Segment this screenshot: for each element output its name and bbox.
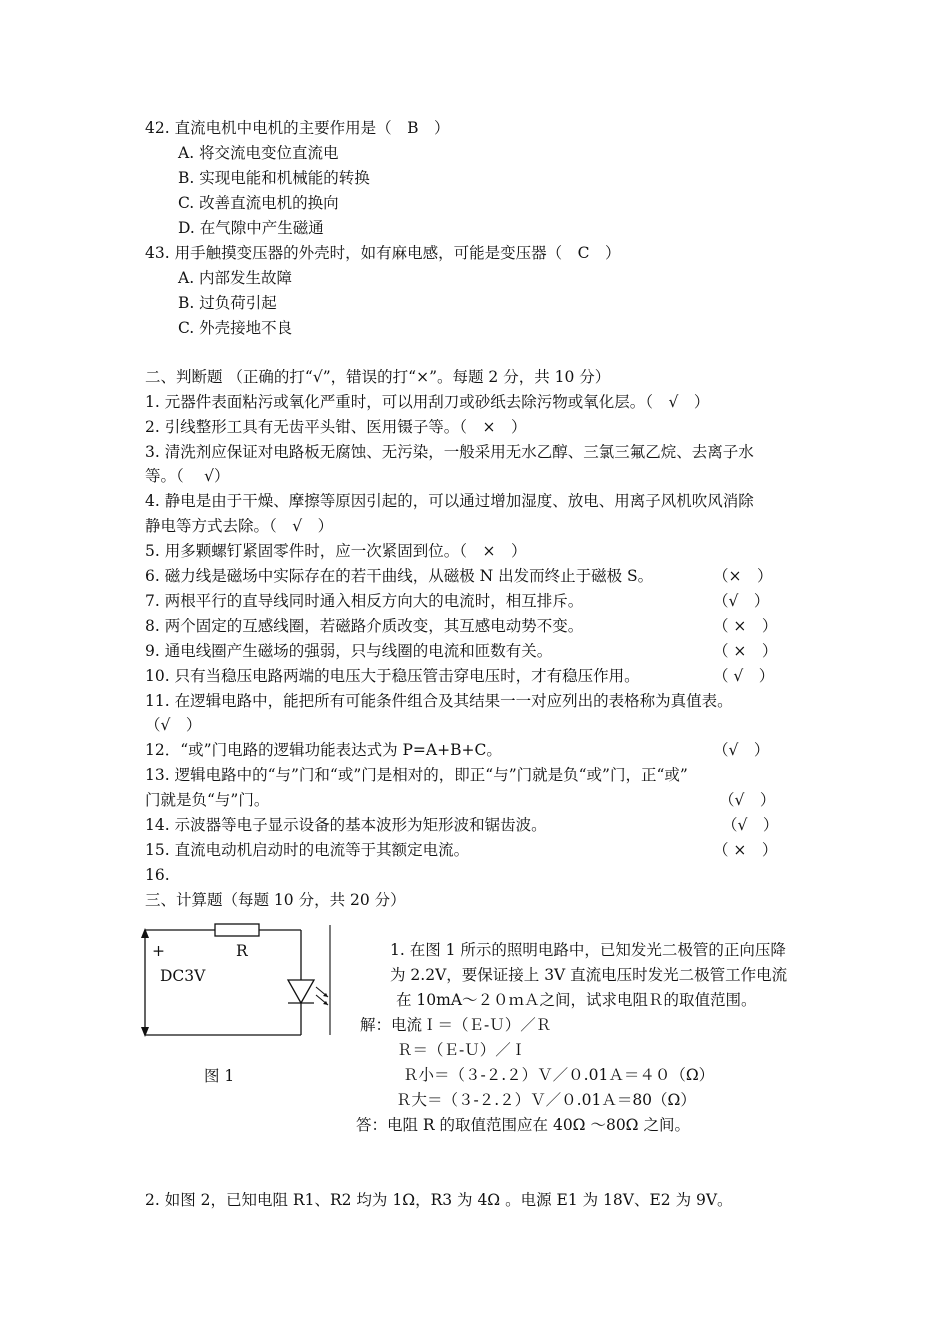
judge-item-10-mark: （ √ ） [713, 667, 775, 685]
question-42-option-a: A. 将交流电变位直流电 [178, 144, 339, 162]
judge-item-14-mark: （√ ） [722, 816, 779, 834]
judge-item-3: 3. 清洗剂应保证对电路板无腐蚀、无污染，一般采用无水乙醇、三氯三氟乙烷、去离子水 [145, 443, 754, 461]
problem1-solution-3: Ｒ小＝（３-２.２）Ｖ／０.01Ａ＝４０（Ω） [403, 1066, 715, 1084]
judge-item-4: 4. 静电是由于干燥、摩擦等原因引起的，可以通过增加湿度、放电、用离子风机吹风消除 [145, 492, 754, 510]
question-42-option-d: D. 在气隙中产生磁通 [178, 219, 324, 237]
question-42-option-c: C. 改善直流电机的换向 [178, 194, 339, 212]
problem2-text: 2. 如图 2，已知电阻 R1、R2 均为 1Ω，R3 为 4Ω 。电源 E1 为 18V、E2 为 9V。 [145, 1191, 733, 1209]
judge-item-8: 8. 两个固定的互感线圈，若磁路介质改变，其互感电动势不变。 [145, 617, 584, 635]
judge-item-4-cont: 静电等方式去除。（ √ ） [145, 517, 334, 535]
circuit-source-label: DC3V [160, 967, 206, 985]
judge-item-6-mark: （× ） [713, 567, 773, 585]
question-43-option-b: B. 过负荷引起 [178, 294, 277, 312]
section2-heading: 二、判断题 （正确的打“√”，错误的打“×”。每题 2 分，共 10 分） [145, 368, 611, 386]
judge-item-7-mark: （√ ） [713, 592, 770, 610]
judge-item-7: 7. 两根平行的直导线同时通入相反方向大的电流时，相互排斥。 [145, 592, 584, 610]
led-diode-symbol [288, 980, 314, 1003]
judge-item-13: 13. 逻辑电路中的“与”门和“或”门是相对的，即正“与”门就是负“或”门，正“或” [145, 766, 688, 784]
question-43-option-c: C. 外壳接地不良 [178, 319, 293, 337]
judge-item-14: 14. 示波器等电子显示设备的基本波形为矩形波和锯齿波。 [145, 816, 547, 834]
problem1-solution-2: Ｒ＝（Ｅ-Ｕ）／Ｉ [397, 1041, 527, 1059]
judge-item-13-mark: （√ ） [719, 791, 776, 809]
resistor-symbol [215, 924, 259, 936]
judge-item-5: 5. 用多颗螺钉紧固零件时，应一次紧固到位。（ × ） [145, 542, 527, 560]
question-42-stem: 42. 直流电机中电机的主要作用是（ B ） [145, 119, 450, 137]
judge-item-12: 12．“或”门电路的逻辑功能表达式为 P=A+B+C。 [145, 741, 502, 759]
circuit-plus-label: + [152, 942, 165, 960]
problem1-solution-1: 解：电流Ｉ＝（Ｅ-Ｕ）／Ｒ [360, 1016, 552, 1034]
problem1-line-3: 在 10mA～２０ｍＡ之间，试求电阻Ｒ的取值范围。 [396, 991, 757, 1009]
problem1-line-2: 为 2.2V，要保证接上 3V 直流电压时发光二极管工作电流 [390, 966, 788, 984]
judge-item-6: 6. 磁力线是磁场中实际存在的若干曲线，从磁极 N 出发而终止于磁极 S。 [145, 567, 654, 585]
judge-item-9: 9. 通电线圈产生磁场的强弱，只与线圈的电流和匝数有关。 [145, 642, 553, 660]
problem1-line-1: 1. 在图 1 所示的照明电路中，已知发光二极管的正向压降 [390, 941, 786, 959]
judge-item-12-mark: （√ ） [713, 741, 770, 759]
judge-item-15-mark: （ × ） [713, 841, 778, 859]
judge-item-13-cont: 门就是负“与”门。 [145, 791, 270, 809]
judge-item-2: 2. 引线整形工具有无齿平头钳、医用镊子等。（ × ） [145, 418, 527, 436]
judge-item-9-mark: （ × ） [713, 642, 778, 660]
figure-1-caption: 图 1 [204, 1067, 235, 1085]
problem1-answer: 答：电阻 R 的取值范围应在 40Ω ～80Ω 之间。 [356, 1116, 690, 1134]
question-42-option-b: B. 实现电能和机械能的转换 [178, 169, 370, 187]
question-43-stem: 43. 用手触摸变压器的外壳时，如有麻电感，可能是变压器（ C ） [145, 244, 621, 262]
judge-item-10: 10. 只有当稳压电路两端的电压大于稳压管击穿电压时，才有稳压作用。 [145, 667, 640, 685]
judge-item-16: 16. [145, 866, 170, 884]
question-43-option-a: A. 内部发生故障 [178, 269, 293, 287]
judge-item-8-mark: （ × ） [713, 617, 778, 635]
judge-item-11: 11. 在逻辑电路中，能把所有可能条件组合及其结果一一对应列出的表格称为真值表。 [145, 692, 733, 710]
judge-item-1: 1. 元器件表面粘污或氧化严重时，可以用刮刀或砂纸去除污物或氧化层。（ √ ） [145, 393, 710, 411]
problem1-solution-4: Ｒ大＝（３-２.２）Ｖ／０.01Ａ＝80（Ω） [396, 1091, 696, 1109]
judge-item-11-cont: （√ ） [145, 716, 202, 734]
section3-heading: 三、计算题（每题 10 分，共 20 分） [145, 891, 406, 909]
judge-item-15: 15. 直流电动机启动时的电流等于其额定电流。 [145, 841, 470, 859]
circuit-resistor-label: R [236, 942, 248, 960]
judge-item-3-cont: 等。（ √） [145, 467, 230, 485]
